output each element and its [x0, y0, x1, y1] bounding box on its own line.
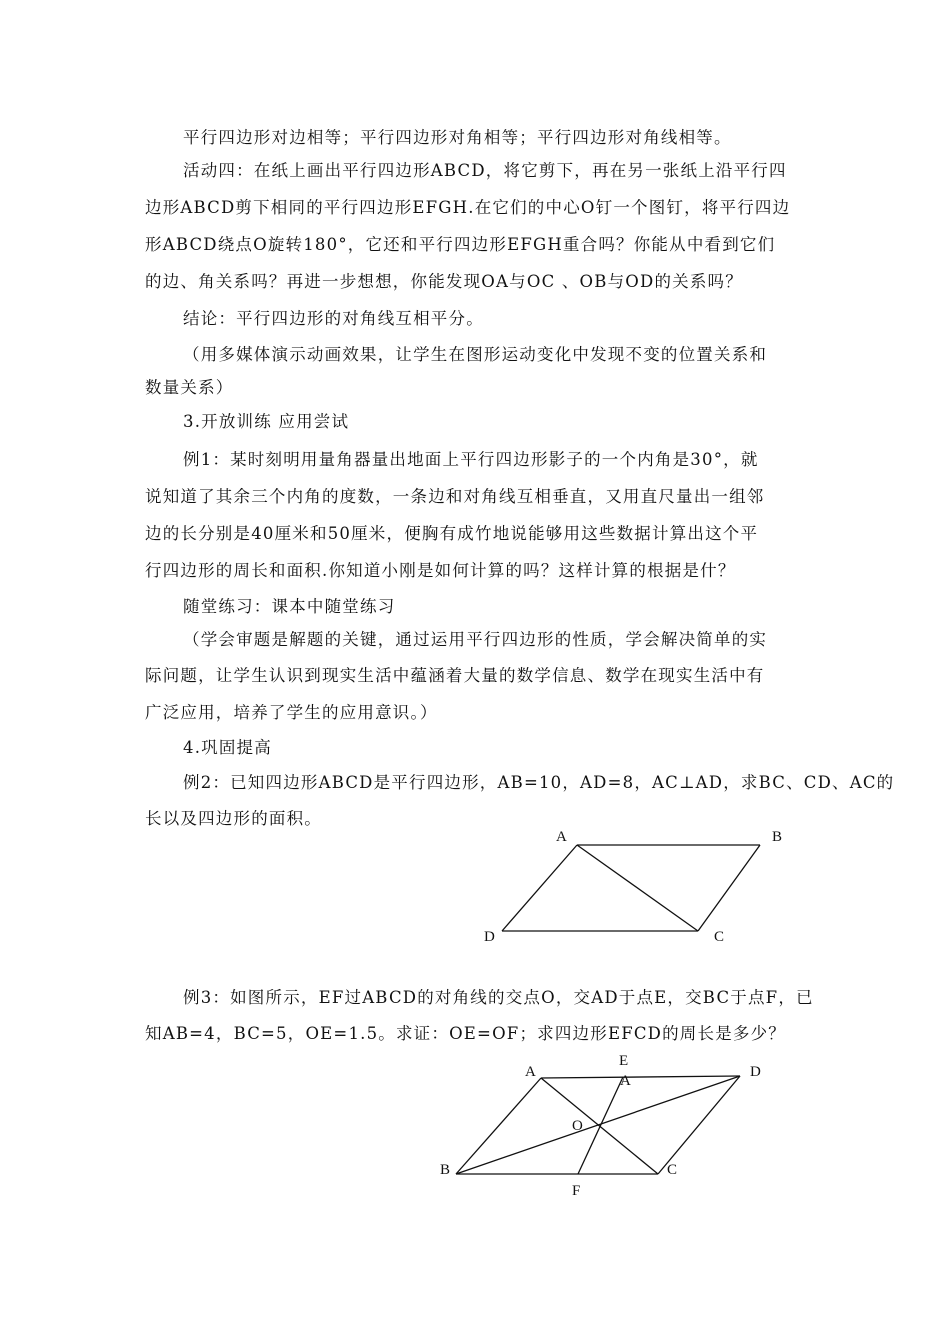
- parallelogram-figure-1: [470, 820, 800, 950]
- diagonal-ac: [577, 845, 698, 931]
- vertex-label-d: D: [750, 1064, 761, 1080]
- vertex-label-c: C: [714, 929, 725, 945]
- paragraph-line: （学会审题是解题的关键，通过运用平行四边形的性质，学会解决简单的实: [183, 630, 768, 649]
- paragraph-line: 形ABCD绕点O旋转180°，它还和平行四边形EFGH重合吗？你能从中看到它们: [145, 235, 776, 254]
- vertex-label-f: F: [572, 1183, 581, 1199]
- vertex-label-o: O: [572, 1118, 583, 1134]
- vertex-label-d: D: [484, 929, 495, 945]
- paragraph-line: 活动四：在纸上画出平行四边形ABCD，将它剪下，再在另一张纸上沿平行四: [183, 161, 787, 180]
- paragraph-line: 随堂练习：课本中随堂练习: [183, 597, 396, 616]
- paragraph-line: 例1：某时刻明用量角器量出地面上平行四边形影子的一个内角是30°，就: [183, 450, 759, 469]
- parallelogram-figure-2: [430, 1045, 780, 1205]
- paragraph-line: 的边、角关系吗？再进一步想想，你能发现OA与OC 、OB与OD的关系吗？: [145, 272, 743, 291]
- paragraph-line: 例3：如图所示，EF过ABCD的对角线的交点O，交AD于点E，交BC于点F，已: [183, 988, 814, 1007]
- paragraph-line: 平行四边形对边相等；平行四边形对角相等；平行四边形对角线相等。: [183, 128, 732, 147]
- vertex-label-c: C: [667, 1162, 678, 1178]
- paragraph-line: 广泛应用，培养了学生的应用意识。）: [145, 703, 438, 722]
- section-heading: 4.巩固提高: [183, 738, 272, 757]
- paragraph-line: 边的长分别是40厘米和50厘米，便胸有成竹地说能够用这些数据计算出这个平: [145, 524, 759, 543]
- diagonal-ac: [541, 1078, 658, 1174]
- vertex-label-b: B: [772, 829, 783, 845]
- segment-ad: [541, 1076, 740, 1078]
- vertex-label-a: A: [556, 829, 567, 845]
- paragraph-line: 边形ABCD剪下相同的平行四边形EFGH.在它们的中心O钉一个图钉，将平行四边: [145, 198, 791, 217]
- vertex-label-e: E: [619, 1053, 629, 1069]
- segment-bc: [698, 845, 760, 931]
- paragraph-line: 结论：平行四边形的对角线互相平分。: [183, 309, 484, 328]
- paragraph-line: 长以及四边形的面积。: [145, 809, 322, 828]
- vertex-label-b: B: [440, 1162, 451, 1178]
- paragraph-line: 数量关系）: [145, 378, 234, 397]
- vertex-label-a: A: [525, 1064, 536, 1080]
- paragraph-line: 行四边形的周长和面积.你知道小刚是如何计算的吗？这样计算的根据是什？: [145, 561, 736, 580]
- section-heading: 3.开放训练 应用尝试: [183, 412, 350, 431]
- paragraph-line: （用多媒体演示动画效果，让学生在图形运动变化中发现不变的位置关系和: [183, 345, 768, 364]
- vertex-label-a-second: A: [620, 1073, 631, 1089]
- paragraph-line: 际问题，让学生认识到现实生活中蕴涵着大量的数学信息、数学在现实生活中有: [145, 666, 765, 685]
- paragraph-line: 例2：已知四边形ABCD是平行四边形，AB=10，AD=8，AC⊥AD，求BC、CD、AC的: [183, 773, 895, 792]
- paragraph-line: 说知道了其余三个内角的度数，一条边和对角线互相垂直，又用直尺量出一组邻: [145, 487, 765, 506]
- segment-da: [502, 845, 577, 931]
- segment-ef: [578, 1077, 623, 1174]
- paragraph-line: 知AB=4，BC=5，OE=1.5。求证：OE=OF；求四边形EFCD的周长是多少？: [145, 1024, 786, 1043]
